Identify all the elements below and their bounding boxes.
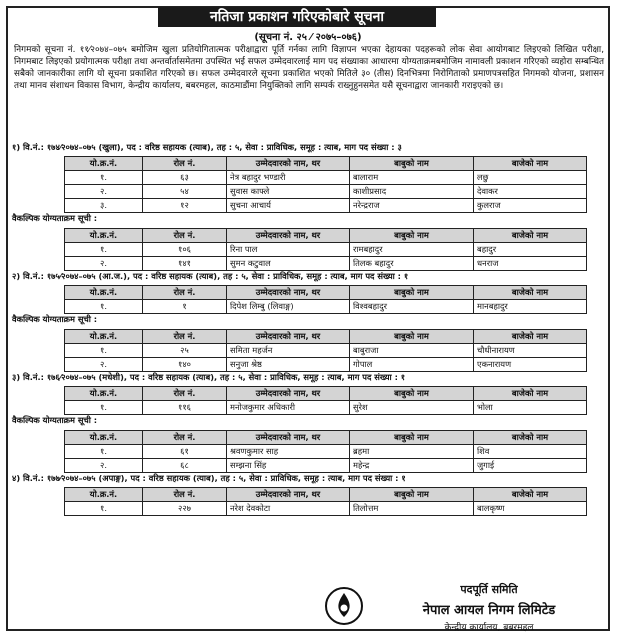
table-cell: १४० [143,358,227,372]
column-header: बाजेको नाम [474,286,587,300]
column-header: बाबुको नाम [350,431,474,445]
column-header: रोल नं. [143,157,227,171]
column-header: बाजेको नाम [474,229,587,243]
table-header-row [65,330,587,344]
table-row [65,199,587,213]
table-cell: दिपेश लिम्बु (लिवाङ्ग) [227,300,350,314]
table-cell: १४१ [143,257,227,271]
table-cell: महेन्द्र [350,459,474,473]
table-row [65,257,587,271]
table-header-row [65,229,587,243]
table-row [65,171,587,185]
table-cell: मानबहादुर [474,300,587,314]
column-header: उम्मेदवारको नाम, थर [227,286,350,300]
alternate-list-label: वैकल्पिक योग्यताक्रम सूची : [12,415,98,425]
column-header: बाबुको नाम [350,229,474,243]
table-cell: देवाकर [474,185,587,199]
selected-candidates-table [64,285,587,314]
table-cell: १. [65,502,143,516]
column-header: बाबुको नाम [350,330,474,344]
column-header: बाजेको नाम [474,330,587,344]
column-header: रोल नं. [143,387,227,401]
table-cell: ५४ [143,185,227,199]
column-header: उम्मेदवारको नाम, थर [227,387,350,401]
table-cell: सुमन कटुवाल [227,257,350,271]
column-header: रोल नं. [143,286,227,300]
table-cell: २. [65,185,143,199]
table-header-row [65,387,587,401]
column-header: रोल नं. [143,431,227,445]
alternate-candidates-table [64,430,587,473]
table-cell: ६३ [143,171,227,185]
table-cell: कुलराज [474,199,587,213]
table-cell: २. [65,459,143,473]
table-cell: काशीप्रसाद [350,185,474,199]
table-cell: गोपाल [350,358,474,372]
committee-name: पदपूर्ति समिति [460,583,518,596]
table-cell: सम्झना सिंह [227,459,350,473]
column-header: बाजेको नाम [474,488,587,502]
column-header: रोल नं. [143,488,227,502]
table-cell: बालकृष्ण [474,502,587,516]
table-cell: सुचना आचार्य [227,199,350,213]
table-cell: १. [65,344,143,358]
column-header: बाजेको नाम [474,387,587,401]
table-cell: सुरेश [350,401,474,415]
table-row [65,502,587,516]
column-header: बाजेको नाम [474,431,587,445]
table-cell: बालाराम [350,171,474,185]
column-header: यो.क्र.नं. [65,157,143,171]
column-header: यो.क्र.नं. [65,229,143,243]
table-cell: मनोजकुमार अधिकारी [227,401,350,415]
selected-candidates-table [64,386,587,415]
table-cell: १२ [143,199,227,213]
table-cell: बाबुराजा [350,344,474,358]
column-header: यो.क्र.नं. [65,431,143,445]
table-cell: एकनारायण [474,358,587,372]
notice-number: (सूचना नं. २५ ⁄ २०७५–०७६) [254,32,362,43]
table-cell: समिता महर्जन [227,344,350,358]
table-header-row [65,157,587,171]
table-cell: ३. [65,199,143,213]
table-cell: नेत्र बहादुर भण्डारी [227,171,350,185]
nepal-oil-logo-icon [324,586,364,626]
table-cell: रिना पाल [227,243,350,257]
table-cell: तिलक बहादुर [350,257,474,271]
column-header: बाबुको नाम [350,157,474,171]
selected-candidates-table [64,487,587,516]
table-row [65,459,587,473]
table-cell: १ [143,300,227,314]
table-cell: २. [65,358,143,372]
table-row [65,243,587,257]
column-header: उम्मेदवारको नाम, थर [227,229,350,243]
table-row [65,445,587,459]
table-cell: ११६ [143,401,227,415]
table-row [65,401,587,415]
table-cell: १. [65,401,143,415]
table-cell: २. [65,257,143,271]
table-row [65,344,587,358]
column-header: उम्मेदवारको नाम, थर [227,488,350,502]
notice-title: नतिजा प्रकाशन गरिएकोबारे सूचना [158,7,436,27]
table-cell: २५ [143,344,227,358]
table-cell: ६१ [143,445,227,459]
table-cell: धनराज [474,257,587,271]
alternate-candidates-table [64,329,587,372]
alternate-list-label: वैकल्पिक योग्यताक्रम सूची : [12,314,98,324]
column-header: यो.क्र.नं. [65,387,143,401]
table-cell: ब्रहमा [350,445,474,459]
table-cell: १. [65,445,143,459]
table-row [65,358,587,372]
column-header: यो.क्र.नं. [65,330,143,344]
table-cell: २२७ [143,502,227,516]
vacancy-heading: ३) वि.नं.: १७६⁄२०७४–०७५ (मधेशी), पद : वरिष्ठ सहायक (त्याब), तह : ५, सेवा : प्राविधिक, समूह : त्याब, माग पद संख्या : १ [12,372,406,382]
table-header-row [65,488,587,502]
table-cell: लछु [474,171,587,185]
column-header: रोल नं. [143,229,227,243]
column-header: उम्मेदवारको नाम, थर [227,330,350,344]
column-header: बाबुको नाम [350,488,474,502]
office-address: केन्द्रीय कार्यालय, बबरमहल [444,623,534,633]
company-name: नेपाल आयल निगम लिमिटेड [422,603,556,618]
table-cell: तिलोत्तम [350,502,474,516]
table-cell: १०६ [143,243,227,257]
table-cell: श्रवणकुमार साह [227,445,350,459]
table-cell: चौधीनारायण [474,344,587,358]
issuer-block [374,582,604,633]
table-cell: रामबहादुर [350,243,474,257]
table-header-row [65,286,587,300]
table-cell: विश्वबहादुर [350,300,474,314]
table-cell: नरेन्द्रराज [350,199,474,213]
alternate-list-label: वैकल्पिक योग्यताक्रम सूची : [12,213,98,223]
column-header: बाबुको नाम [350,387,474,401]
table-cell: १. [65,171,143,185]
table-cell: जुगाई [474,459,587,473]
table-cell: शिव [474,445,587,459]
intro-paragraph: निगमको सूचना नं. ११⁄२०७४–०७५ बमोजिम खुला प्रतियोगितात्मक परीक्षाद्वारा पूर्ति गर्नका लागि विज्ञापन भएका देहायका पदहरूको लोक सेवा आयोगबाट लिइएको लिखित परीक्षा, निगमबाट लिइएको प्रयोगात्मक परीक्षा तथा अन्तर्वार्तासमेतमा उपस्थित भई सफल उम्मेदवारलाई माग पद संख्याका आधारमा योग्यताक्रमबमोजिम नामावली प्रकाशन गरिएको व्यहोरा सम्बन्धित सबैको जानकारीका लागि यो सूचना प्रकाशित गरिएको छ। सफल उम्मेदवारले सूचना प्रकाशित भएको मितिले ३० (तीस) दिनभित्रमा निरोगिताको प्रमाणपत्रसहित निगमको योजना, प्रशासन तथा मानव संशाधन विकास विभाग, केन्द्रीय कार्यालय, बबरमहल, काठमाडौंमा नियुक्तिको लागि सम्पर्क राख्नुहुनसमेत यसै सूचनाद्वारा जानकारी गराइएको छ। [14,45,604,91]
vacancy-heading: ४) वि.नं.: १७७⁄२०७४–०७५ (अपाङ्ग), पद : वरिष्ठ सहायक (त्याब), तह : ५, सेवा : प्राविधिक, समूह : त्याब, माग पद संख्या : १ [12,473,406,483]
vacancy-heading: २) वि.नं.: १७५⁄२०७४–०७५ (आ.ज.), पद : वरिष्ठ सहायक (त्याब), तह : ५, सेवा : प्राविधिक, समूह : त्याब, माग पद संख्या : १ [12,271,409,281]
column-header: बाजेको नाम [474,157,587,171]
table-row [65,185,587,199]
table-cell: सनुजा श्रेष्ठ [227,358,350,372]
column-header: बाबुको नाम [350,286,474,300]
column-header: यो.क्र.नं. [65,488,143,502]
table-cell: नरेश देवकोटा [227,502,350,516]
table-cell: ६८ [143,459,227,473]
column-header: उम्मेदवारको नाम, थर [227,431,350,445]
vacancy-heading: १) वि.नं.: १७४⁄२०७४–०७५ (खुला), पद : वरिष्ठ सहायक (त्याब), तह : ५, सेवा : प्राविधिक, समूह : त्याब, माग पद संख्या : ३ [12,142,402,152]
table-cell: भोला [474,401,587,415]
notice-frame [6,6,610,631]
table-cell: बहादुर [474,243,587,257]
alternate-candidates-table [64,228,587,271]
selected-candidates-table [64,156,587,213]
column-header: यो.क्र.नं. [65,286,143,300]
table-header-row [65,431,587,445]
table-cell: सुवास काफ्ले [227,185,350,199]
table-cell: १. [65,300,143,314]
column-header: उम्मेदवारको नाम, थर [227,157,350,171]
table-row [65,300,587,314]
table-cell: १. [65,243,143,257]
column-header: रोल नं. [143,330,227,344]
